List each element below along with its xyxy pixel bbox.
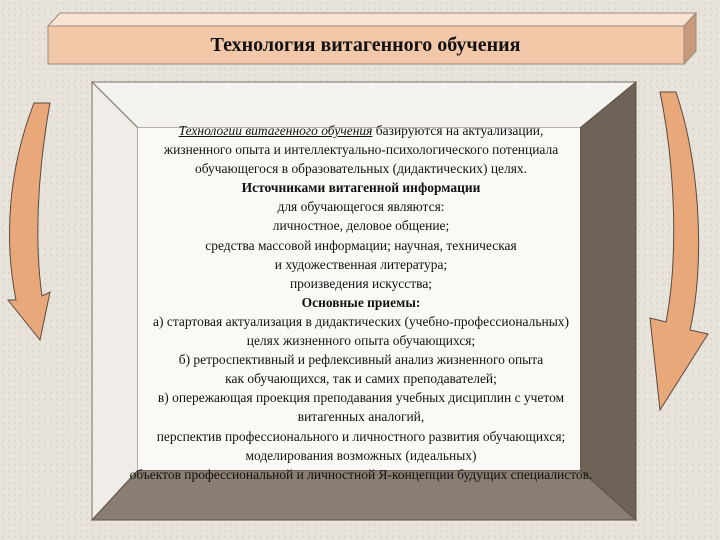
text-line: витагенных аналогий, (297, 409, 425, 425)
intro-term: Технологии витагенного обучения (178, 123, 373, 138)
text-line: произведения искусства; (289, 275, 433, 291)
text-line: жизненного опыта и интеллектуально-психологического потенциала (163, 142, 559, 158)
body-text (40, 121, 682, 484)
text-line: для обучающегося являются: (277, 199, 445, 215)
sources-heading: Источниками витагенной информации (241, 180, 481, 196)
text-line: личностное, деловое общение; (272, 218, 450, 234)
text-line: перспектив профессионального и личностного развития обучающихся; (156, 428, 566, 444)
text-line: в) опережающая проекция преподавания учебных дисциплин с учетом (157, 390, 565, 406)
text-line: целях жизненного опыта обучающихся; (246, 333, 476, 349)
text-line: как обучающихся, так и самих преподавателей; (225, 371, 497, 387)
text-line: и художественная литература; (274, 256, 448, 272)
text-line: средства массовой информации; научная, техническая (205, 237, 517, 253)
intro-line (43, 121, 679, 140)
text-line: обучающегося в образовательных (дидактических) целях. (194, 161, 528, 177)
text-line: б) ретроспективный и рефлексивный анализ жизненного опыта (178, 352, 544, 368)
methods-heading: Основные приемы: (301, 294, 421, 310)
text-line: объектов профессиональной и личностной Я-концепции будущих специалистов. (129, 466, 593, 482)
intro-rest: базируются на актуализации, (372, 123, 544, 138)
slide-title: Технология витагенного обучения (210, 33, 521, 56)
text-line: моделирования возможных (идеальных) (245, 447, 477, 463)
text-line: а) стартовая актуализация в дидактических (учебно-профессиональных) (153, 313, 569, 329)
